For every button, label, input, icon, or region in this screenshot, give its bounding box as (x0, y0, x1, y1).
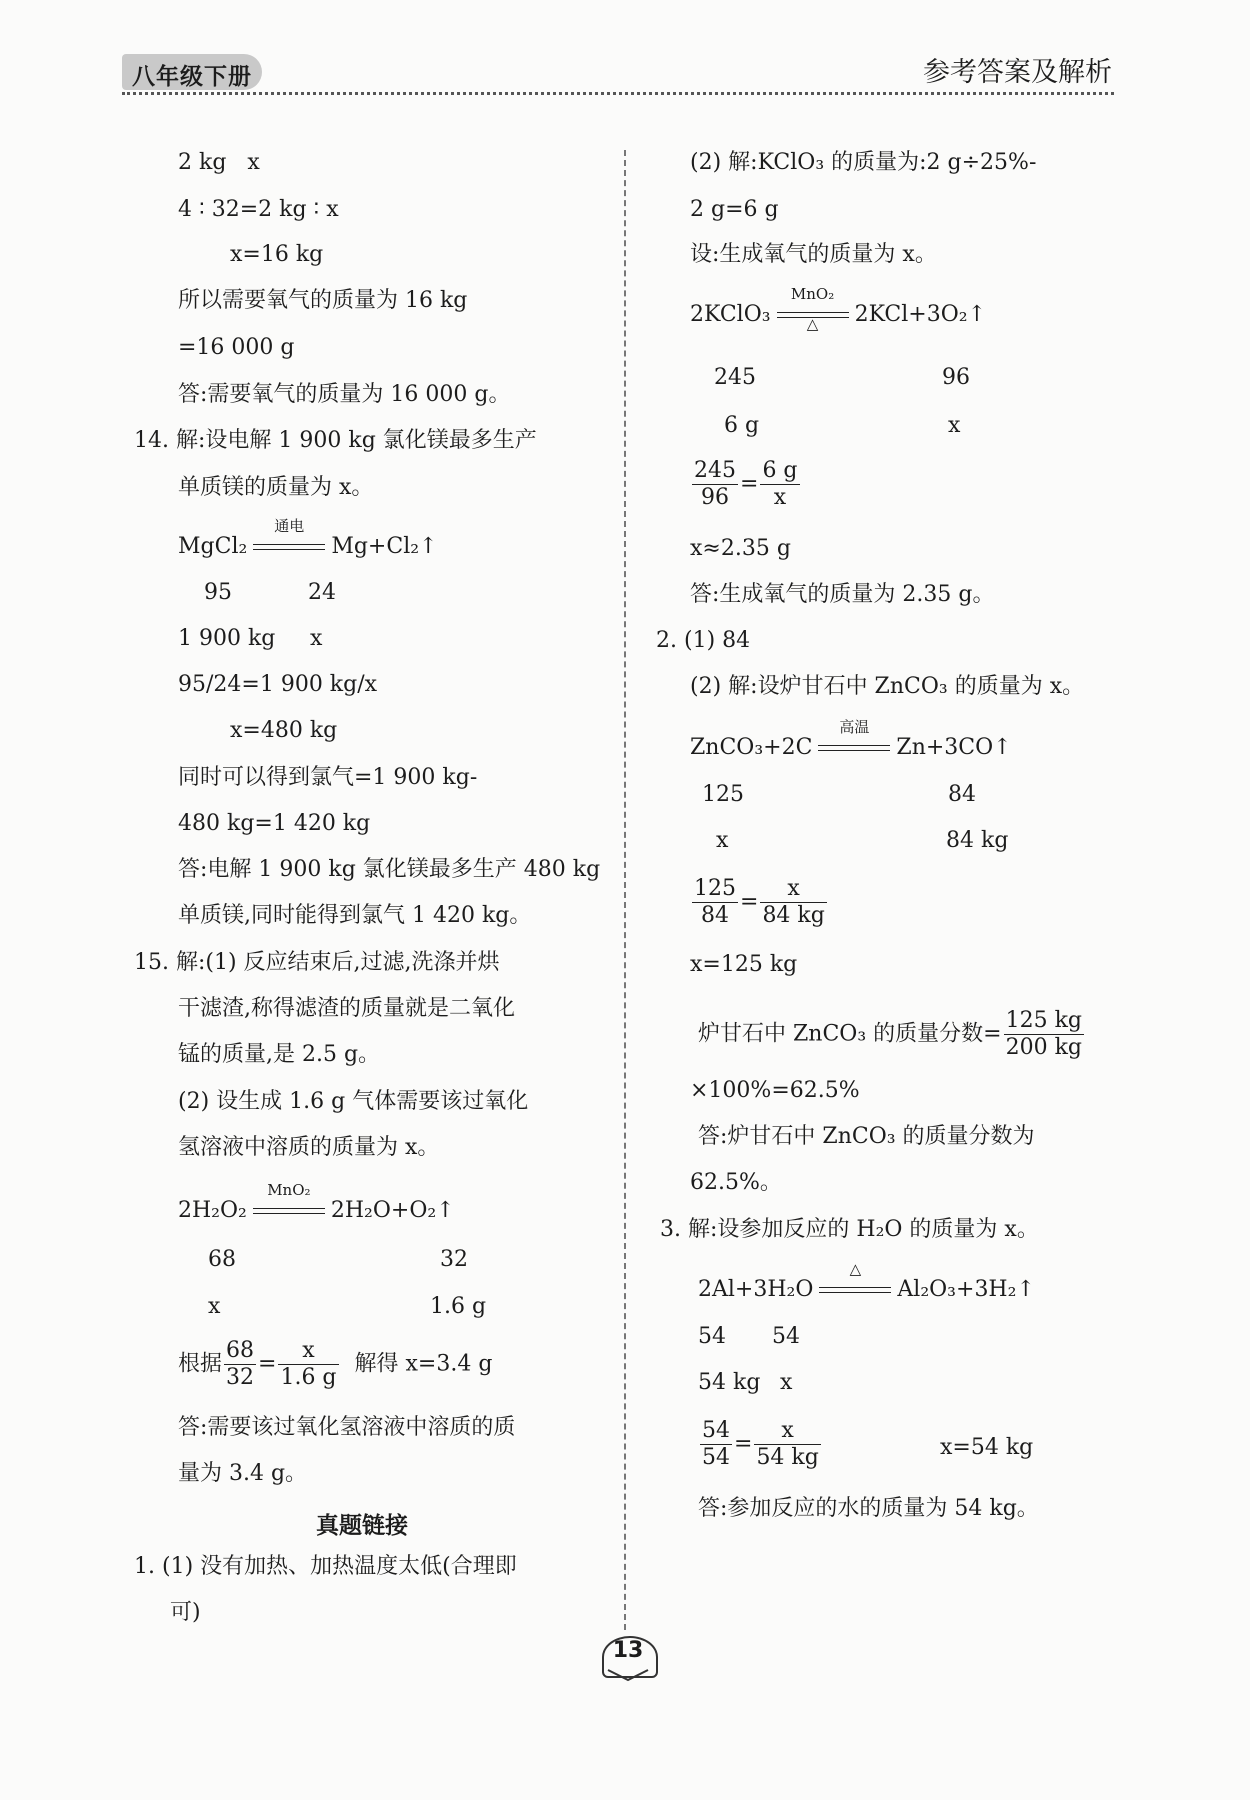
reaction-condition (249, 1181, 329, 1226)
molar-mass: 68 (208, 1247, 236, 1272)
denominator: 1.6 g (280, 1365, 337, 1390)
products: Al₂O₃+3H₂↑ (897, 1277, 1035, 1302)
condition-label: MnO₂ (790, 285, 835, 303)
text-prefix: 炉甘石中 ZnCO₃ 的质量分数= (698, 1021, 1002, 1047)
equation-znco3 (690, 718, 1012, 763)
quantity: 54 kg (698, 1370, 761, 1395)
molar-mass: 96 (942, 365, 970, 390)
grade-tab (122, 54, 262, 90)
text-line: x=16 kg (230, 242, 324, 267)
question-1: 1. (1) 没有加热、加热温度太低(合理即 (134, 1554, 517, 1579)
quantity: 1 900 kg (178, 626, 276, 651)
quantity: 84 kg (946, 828, 1009, 853)
text-line: 95/24=1 900 kg/x (178, 672, 378, 697)
text-line: 2 kg x (178, 150, 260, 175)
fraction (224, 1338, 256, 1391)
page-title: 参考答案及解析 (923, 57, 1112, 88)
quantity: x (716, 828, 729, 853)
denominator: 200 kg (1005, 1035, 1082, 1060)
column-divider (624, 150, 626, 1630)
equals-sign (253, 544, 325, 550)
equals-sign (818, 745, 890, 751)
grade-label: 八年级下册 (132, 64, 252, 90)
condition-label: MnO₂ (267, 1181, 311, 1199)
question-2: 2. (1) 84 (656, 628, 751, 653)
denominator: 54 (702, 1445, 730, 1470)
denominator: x (773, 485, 787, 510)
ratio-line: $\frac{125}{84}$ = $\frac{x}{84 kg}$ (694, 876, 825, 928)
text-line: 设:生成氧气的质量为 x。 (690, 242, 937, 267)
text-line: 同时可以得到氯气=1 900 kg- (178, 765, 478, 790)
text-line: x=125 kg (690, 952, 798, 977)
text-line: 答:参加反应的水的质量为 54 kg。 (698, 1496, 1039, 1521)
text-line: x=54 kg (940, 1435, 1034, 1460)
page-number: 13 (612, 1638, 644, 1663)
reaction-condition (773, 285, 853, 333)
question-14: 14. 解:设电解 1 900 kg 氯化镁最多生产 (134, 428, 537, 453)
text-line: (2) 设生成 1.6 g 气体需要该过氧化 (178, 1089, 529, 1114)
fraction (692, 876, 738, 929)
fraction (700, 1418, 732, 1471)
quantity: 1.6 g (430, 1294, 487, 1319)
text-line: 单质镁的质量为 x。 (178, 475, 374, 500)
text-line: 单质镁,同时能得到氯气 1 420 kg。 (178, 903, 532, 928)
molar-mass: 54 (698, 1324, 726, 1349)
molar-mass: 24 (308, 580, 336, 605)
text-line: 答:需要该过氧化氢溶液中溶质的质 (178, 1415, 516, 1440)
text-line: 62.5%。 (690, 1170, 782, 1195)
condition-label: 通电 (274, 517, 305, 535)
fraction-line (698, 1008, 1086, 1061)
text-line: (2) 解:设炉甘石中 ZnCO₃ 的质量为 x。 (690, 674, 1085, 699)
numerator: 54 (702, 1418, 730, 1443)
quantity: x (208, 1294, 221, 1319)
equals-sign (253, 1208, 325, 1214)
text-line: =16 000 g (178, 335, 295, 360)
reactants: 2Al+3H₂O (698, 1277, 814, 1302)
reactants: ZnCO₃+2C (690, 735, 813, 760)
text-line: 所以需要氧气的质量为 16 kg (178, 288, 468, 313)
molar-mass: 54 (772, 1324, 800, 1349)
fraction (760, 458, 799, 511)
numerator: 6 g (762, 458, 798, 483)
products: 2H₂O+O₂↑ (330, 1198, 455, 1223)
heat-symbol: △ (806, 315, 819, 333)
text-suffix: 解得 x=3.4 g (354, 1351, 493, 1377)
reactants: 2KClO₃ (690, 302, 771, 327)
condition-label: 高温 (839, 718, 870, 736)
fraction (692, 458, 738, 511)
text-line: 氢溶液中溶质的质量为 x。 (178, 1135, 440, 1160)
text-line: 答:电解 1 900 kg 氯化镁最多生产 480 kg (178, 857, 601, 882)
text-line: 干滤渣,称得滤渣的质量就是二氧化 (178, 996, 515, 1021)
question-15: 15. 解:(1) 反应结束后,过滤,洗涤并烘 (134, 950, 500, 975)
text-line: 量为 3.4 g。 (178, 1461, 308, 1486)
denominator: 84 (701, 903, 729, 928)
text-line: (2) 解:KClO₃ 的质量为:2 g÷25%- (690, 150, 1037, 175)
products: Zn+3CO↑ (896, 735, 1012, 760)
products: Mg+Cl₂↑ (331, 534, 438, 559)
molar-mass: 32 (440, 1247, 468, 1272)
reaction-condition (815, 1260, 895, 1305)
equation-al (698, 1260, 1035, 1305)
denominator: 84 kg (762, 903, 825, 928)
ratio-line: $\frac{54}{54}$ = $\frac{x}{54 kg}$ (702, 1418, 819, 1470)
quantity: x (780, 1370, 793, 1395)
numerator: x (754, 1418, 820, 1445)
fraction (1004, 1008, 1084, 1061)
text-line: x≈2.35 g (690, 536, 791, 561)
text-line: 答:炉甘石中 ZnCO₃ 的质量分数为 (698, 1124, 1035, 1149)
text-line: 答:需要氧气的质量为 16 000 g。 (178, 382, 511, 407)
molar-mass: 245 (714, 365, 756, 390)
numerator: 125 kg (1005, 1008, 1082, 1033)
quantity: x (948, 413, 961, 438)
numerator: 245 (694, 458, 736, 483)
ratio-line: $\frac{245}{96}$ = $\frac{6 g}{x}$ (694, 458, 798, 510)
quantity: 6 g (724, 413, 760, 438)
quantity: x (310, 626, 323, 651)
fraction (754, 1418, 820, 1471)
heat-symbol: △ (849, 1260, 862, 1278)
denominator: 96 (701, 485, 729, 510)
products: 2KCl+3O₂↑ (854, 302, 987, 327)
molar-mass: 95 (204, 580, 232, 605)
reaction-condition (814, 718, 894, 763)
header-divider (122, 92, 1114, 95)
molar-mass: 84 (948, 782, 976, 807)
denominator: 32 (226, 1365, 255, 1390)
denominator: 54 kg (756, 1445, 819, 1470)
equation-kclo3 (690, 285, 987, 333)
text-line: 锰的质量,是 2.5 g。 (178, 1042, 381, 1067)
equation-15 (178, 1181, 455, 1226)
equals-sign (819, 1287, 891, 1293)
text-line: 2 g=6 g (690, 197, 779, 222)
numerator: 125 (694, 876, 736, 901)
fraction (278, 1338, 338, 1391)
text-line: x=480 kg (230, 718, 338, 743)
equation-14 (178, 517, 438, 562)
chevron-down-icon (606, 1668, 650, 1682)
text-prefix: 根据 (178, 1351, 223, 1377)
question-3: 3. 解:设参加反应的 H₂O 的质量为 x。 (660, 1217, 1039, 1242)
ratio-line: 根据 $\frac{68}{32}$ = $\frac{x}{1.6 g}$ 解得 x=3.4 g (178, 1338, 493, 1390)
text-line: 答:生成氧气的质量为 2.35 g。 (690, 582, 995, 607)
text-line: 480 kg=1 420 kg (178, 811, 371, 836)
molar-mass: 125 (702, 782, 744, 807)
numerator: x (278, 1338, 338, 1365)
reactants: MgCl₂ (178, 534, 248, 559)
text-line: ×100%=62.5% (690, 1078, 860, 1103)
reaction-condition (249, 517, 329, 562)
section-heading: 真题链接 (316, 1512, 408, 1539)
text-line: 4 ∶ 32=2 kg ∶ x (178, 197, 339, 222)
text-line: 可) (170, 1600, 201, 1625)
fraction (760, 876, 826, 929)
numerator: 68 (226, 1338, 255, 1363)
reactants: 2H₂O₂ (178, 1198, 247, 1223)
numerator: x (760, 876, 826, 903)
